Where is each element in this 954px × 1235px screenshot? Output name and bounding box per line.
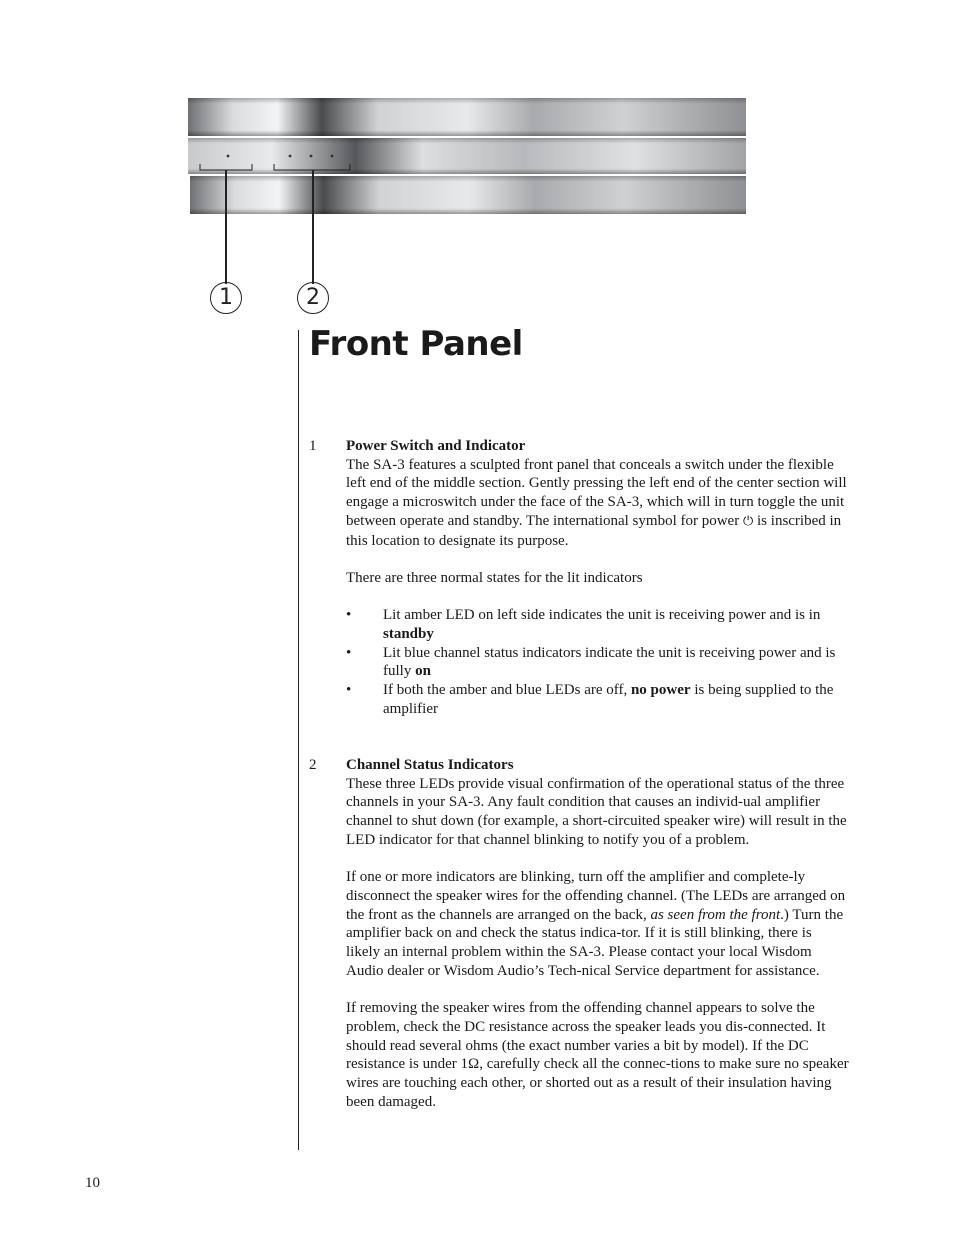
indicator-states-list — [346, 606, 849, 718]
amplifier-front-panel-image — [186, 84, 748, 218]
channel-led-2 — [310, 155, 313, 158]
section-channel-status — [309, 756, 849, 1111]
callout-number-1: 1 — [210, 282, 242, 314]
section-paragraph: There are three normal states for the lit indicators — [346, 569, 643, 586]
callout-leader-2 — [312, 170, 314, 284]
channel-led-3 — [331, 155, 334, 158]
bullet-icon: • — [346, 607, 352, 624]
bullet-icon: • — [346, 682, 352, 699]
section-power-switch — [309, 437, 849, 719]
section-title: Power Switch and Indicator — [346, 438, 526, 454]
section-number: 1 — [309, 438, 317, 454]
page-title: Front Panel — [309, 324, 523, 364]
callout-leader-1 — [225, 170, 227, 284]
channel-led-1 — [289, 155, 292, 158]
section-paragraph: If removing the speaker wires from the offending channel appears to solve the problem, check the DC resistance across the speaker leads you dis-connected. It should read several ohms (the exact number varies a bit by model). If the DC resistance is under 1Ω, carefully check all the connec-tions to make sure no speaker wires are touching each other, or shorted out as a result of their insulation having been damaged. — [346, 1000, 849, 1110]
section-paragraph: If one or more indicators are blinking, turn off the amplifier and complete-ly disconnect the speaker wires for the offending channel. (The LEDs are arranged on the front as the channels are arranged on the back, as seen from the front.) Turn the amplifier back on and check the status indica-tor. If it is still blinking, there is likely an internal problem within the SA-3. Please contact your local Wisdom Audio dealer or Wisdom Audio’s Tech-nical Service department for assistance. — [346, 869, 846, 979]
section-paragraph: The SA-3 features a sculpted front panel that conceals a switch under the flexible left end of the middle section. Gently pressing the left end of the center section will engage a microswitch under the face of the SA-3, which will in turn toggle the unit between operate and standby. The international symbol for power ⏻ is inscribed in this location to designate its purpose. — [346, 456, 847, 549]
section-title: Channel Status Indicators — [346, 757, 514, 773]
section-paragraph: These three LEDs provide visual confirmation of the operational status of the three channels in your SA-3. Any fault condition that causes an individ-ual amplifier channel to shut down (for example, a short-circuited speaker wire) will result in the LED indicator for that channel blinking to notify you of a problem. — [346, 775, 847, 848]
bullet-icon: • — [346, 644, 352, 661]
list-item: • Lit blue channel status indicators indicate the unit is receiving power and is fully on — [346, 644, 836, 680]
power-icon: ⏻ — [742, 513, 754, 529]
left-margin-rule — [298, 330, 299, 1150]
standby-led — [227, 155, 230, 158]
list-item: • If both the amber and blue LEDs are off, no power is being supplied to the amplifier — [346, 682, 834, 717]
section-number: 2 — [309, 757, 317, 773]
list-item: • Lit amber LED on left side indicates the unit is receiving power and is in standby — [346, 607, 821, 642]
page-number: 10 — [85, 1175, 100, 1191]
callout-number-2: 2 — [297, 282, 329, 314]
